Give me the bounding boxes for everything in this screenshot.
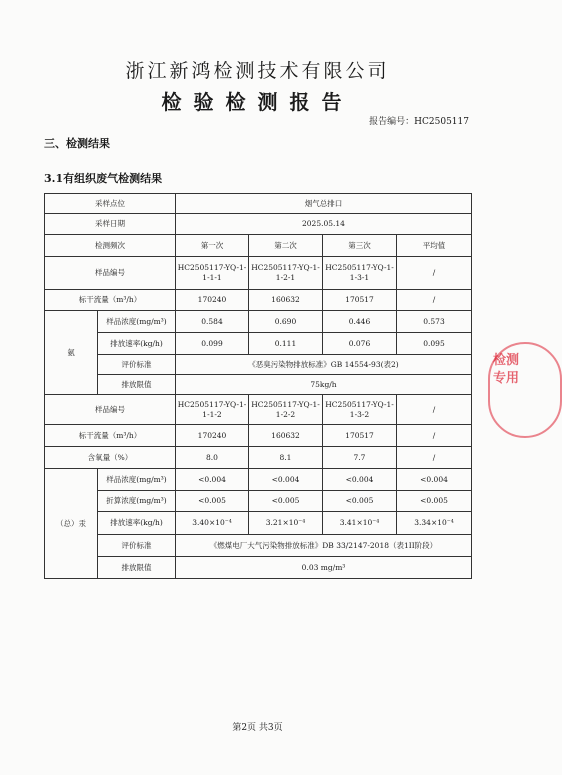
table-cell: <0.004 <box>397 469 472 491</box>
table-row <box>45 194 472 214</box>
table-row <box>45 290 472 311</box>
table-cell: 0.573 <box>397 311 472 333</box>
table-cell: 8.0 <box>176 447 249 469</box>
table-cell: 0.446 <box>323 311 397 333</box>
table-cell: 0.095 <box>397 333 472 355</box>
table-cell: 样品浓度(mg/m³) <box>98 311 176 333</box>
table-cell: 样品编号 <box>45 395 176 425</box>
table-cell: <0.005 <box>397 491 472 512</box>
table-cell: 第三次 <box>323 235 397 257</box>
table-cell: 3.41×10⁻⁴ <box>323 512 397 535</box>
page-number: 第2页 共3页 <box>232 723 283 733</box>
table-cell: 标干流量（m³/h） <box>45 425 176 447</box>
table-cell: 3.34×10⁻⁴ <box>397 512 472 535</box>
table-cell: <0.004 <box>323 469 397 491</box>
table-cell: 0.03 mg/m³ <box>176 557 472 579</box>
table-row <box>45 311 472 333</box>
table-cell: 0.099 <box>176 333 249 355</box>
table-cell: <0.005 <box>323 491 397 512</box>
table-cell: 170517 <box>323 290 397 311</box>
table-row <box>45 535 472 557</box>
table-cell: / <box>397 447 472 469</box>
results-table <box>44 193 472 579</box>
table-cell: 0.076 <box>323 333 397 355</box>
table-cell: <0.004 <box>249 469 323 491</box>
table-row <box>45 557 472 579</box>
table-cell: 第一次 <box>176 235 249 257</box>
table-cell: 0.584 <box>176 311 249 333</box>
table-row <box>45 491 472 512</box>
table-row <box>45 512 472 535</box>
report-title: 检验检测报告 <box>161 90 354 114</box>
table-row <box>45 395 472 425</box>
table-cell: 平均值 <box>397 235 472 257</box>
table-cell: <0.005 <box>176 491 249 512</box>
table-cell: / <box>397 257 472 290</box>
table-cell: HC2505117-YQ-1-1-2-2 <box>249 395 323 425</box>
table-cell: 3.21×10⁻⁴ <box>249 512 323 535</box>
table-cell: 排放速率(kg/h) <box>98 333 176 355</box>
table-cell: 160632 <box>249 290 323 311</box>
table-cell: 评价标准 <box>98 355 176 375</box>
table-cell: 采样点位 <box>45 194 176 214</box>
table-cell: 烟气总排口 <box>176 194 472 214</box>
table-cell: 2025.05.14 <box>176 214 472 235</box>
table-cell: 170240 <box>176 425 249 447</box>
table-cell: / <box>397 290 472 311</box>
table-row <box>45 469 472 491</box>
table-cell: 含氧量（%） <box>45 447 176 469</box>
table-cell: HC2505117-YQ-1-1-1-1 <box>176 257 249 290</box>
table-row <box>45 333 472 355</box>
table-cell: 折算浓度(mg/m³) <box>98 491 176 512</box>
table-cell: 0.111 <box>249 333 323 355</box>
table-cell: 排放速率(kg/h) <box>98 512 176 535</box>
table-cell: 7.7 <box>323 447 397 469</box>
table-row <box>45 375 472 395</box>
table-cell: 3.40×10⁻⁴ <box>176 512 249 535</box>
table-cell: HC2505117-YQ-1-1-2-1 <box>249 257 323 290</box>
table-row <box>45 425 472 447</box>
table-cell: 0.690 <box>249 311 323 333</box>
table-cell: <0.005 <box>249 491 323 512</box>
company-name: 浙江新鸿检测技术有限公司 <box>125 60 390 82</box>
table-row <box>45 447 472 469</box>
table-row <box>45 235 472 257</box>
report-number: 报告编号：HC2505117 <box>369 117 469 127</box>
table-cell: 170517 <box>323 425 397 447</box>
table-cell: 样品编号 <box>45 257 176 290</box>
table-row <box>45 355 472 375</box>
table-cell: 8.1 <box>249 447 323 469</box>
table-cell: 排放限值 <box>98 375 176 395</box>
table-cell: 样品浓度(mg/m³) <box>98 469 176 491</box>
table-cell: 第二次 <box>249 235 323 257</box>
table-cell: <0.004 <box>176 469 249 491</box>
pollutant-name: （总）汞 <box>45 469 98 579</box>
table-cell: 标干流量（m³/h） <box>45 290 176 311</box>
pollutant-name: 氨 <box>45 311 98 395</box>
table-cell: 《燃煤电厂大气污染物排放标准》DB 33/2147-2018（表1II阶段） <box>176 535 472 557</box>
table-cell: 75kg/h <box>176 375 472 395</box>
table-cell: / <box>397 425 472 447</box>
table-cell: 160632 <box>249 425 323 447</box>
section-heading: 三、检测结果 <box>44 137 110 150</box>
table-cell: 检测频次 <box>45 235 176 257</box>
table-cell: HC2505117-YQ-1-1-3-2 <box>323 395 397 425</box>
table-row <box>45 214 472 235</box>
table-row <box>45 257 472 290</box>
seal-stamp-text: 检测 专用 <box>493 353 520 386</box>
table-cell: HC2505117-YQ-1-1-3-1 <box>323 257 397 290</box>
table-cell: 采样日期 <box>45 214 176 235</box>
table-cell: 《恶臭污染物排放标准》GB 14554-93(表2) <box>176 355 472 375</box>
table-cell: 排放限值 <box>98 557 176 579</box>
subsection-heading: 3.1有组织废气检测结果 <box>44 172 163 185</box>
table-cell: 评价标准 <box>98 535 176 557</box>
table-cell: / <box>397 395 472 425</box>
table-cell: 170240 <box>176 290 249 311</box>
table-cell: HC2505117-YQ-1-1-1-2 <box>176 395 249 425</box>
